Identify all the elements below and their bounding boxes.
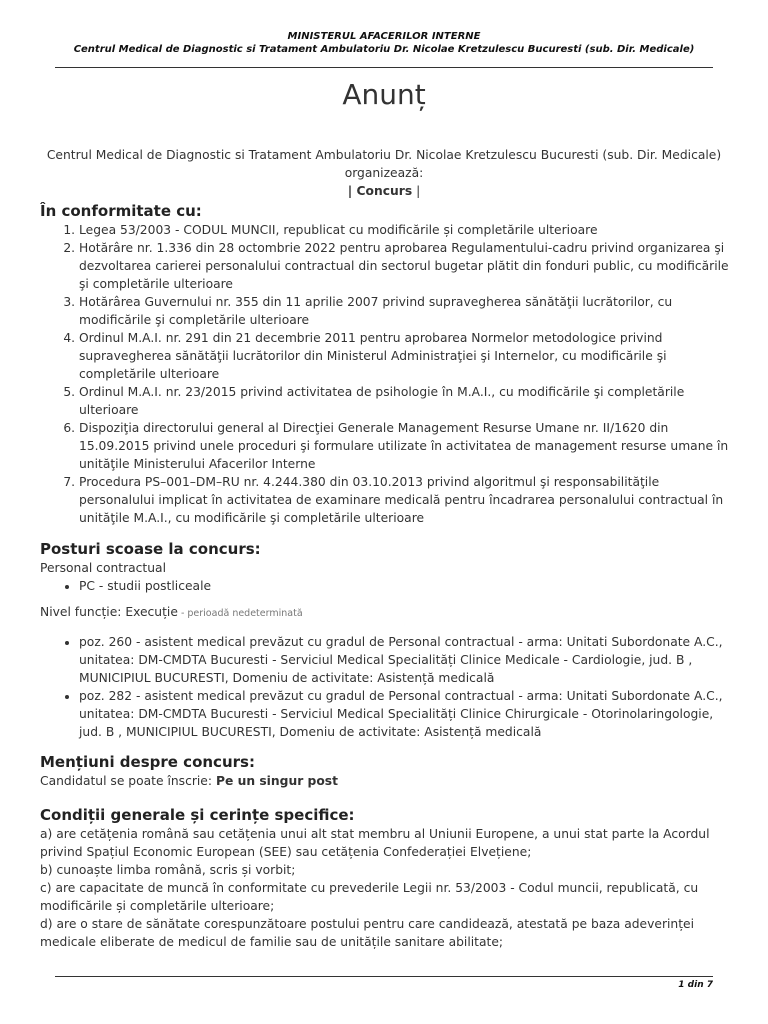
center-name: Centrul Medical de Diagnostic si Tratament Ambulatoriu Dr. Nicolae Kretzulescu Bucuresti (sub. Dir. Medicale) xyxy=(73,44,695,55)
conditie-item: c) are capacitate de muncă în conformitate cu prevederile Legii nr. 53/2003 - Codul muncii, republicată, cu modificările și completările ulterioare; xyxy=(40,881,699,913)
nivel-label: Nivel funcție: Execuție xyxy=(40,605,178,619)
concurs-label: Concurs xyxy=(356,184,413,198)
list-item: 5. Ordinul M.A.I. nr. 23/2015 privind activitatea de psihologie în M.A.I., cu modificările şi completările ulterioare xyxy=(79,383,730,419)
ministry-name: MINISTERUL AFACERILOR INTERNE xyxy=(287,31,481,42)
concurs-line xyxy=(40,182,728,200)
conditie-item: d) are o stare de sănătate corespunzătoare postului pentru care candidează, atestată pe baza adeverinței medicale eliberate de medicul de familie sau de unitățile sanitare abilitate; xyxy=(40,917,695,949)
page-number: 1 din 7 xyxy=(678,980,713,990)
posturi-heading: Posturi scoase la concurs: xyxy=(40,540,261,558)
header-divider xyxy=(55,67,713,68)
list-item: 6. Dispoziţia directorului general al Direcţiei Generale Management Resurse Umane nr. II/1620 din 15.09.2015 privind unele proceduri şi formulare utilizate în activitatea de management resurse umane în unităţile Ministerului Afacerilor Interne xyxy=(79,419,730,473)
position-item: • poz. 282 - asistent medical prevăzut cu gradul de Personal contractual - arma: Unitati Subordonate A.C., unitatea: DM-CMDTA Bucuresti - Serviciul Medical Specialități Clinice Chirurgicale - Otorinolaringologie, jud. B , MUNICIPIUL BUCURESTI, Domeniu de activitate: Asistență medicală xyxy=(79,687,730,741)
studies-list xyxy=(40,577,730,595)
list-item: 4. Ordinul M.A.I. nr. 291 din 21 decembrie 2011 pentru aprobarea Normelor metodologice privind supravegherea sănătăţii lucrătorilor din Ministerul Administraţiei şi Internelor, cu modificările şi completările ulterioare xyxy=(79,329,730,383)
main-content xyxy=(40,201,730,951)
page-title: Anunț xyxy=(342,78,426,111)
conformitate-heading: În conformitate cu: xyxy=(40,202,202,220)
list-item: • PC - studii postliceale xyxy=(79,577,730,595)
mentiuni-heading: Mențiuni despre concurs: xyxy=(40,753,255,771)
concurs-suffix: | xyxy=(412,184,421,198)
mentiuni-text xyxy=(40,772,730,790)
conditie-item: a) are cetățenia română sau cetățenia unui alt stat membru al Uniunii Europene, a unui stat parte la Acordul privind Spațiul Economic European (SEE) sau cetățenia Confederației Elvețiene; xyxy=(40,827,710,859)
list-item: 1. Legea 53/2003 - CODUL MUNCII, republicat cu modificările și completările ulterioare xyxy=(79,221,730,239)
positions-list xyxy=(40,633,730,741)
intro xyxy=(40,146,728,200)
mentiuni-label: Candidatul se poate înscrie: xyxy=(40,774,216,788)
concurs-prefix: | xyxy=(347,184,357,198)
position-item: • poz. 260 - asistent medical prevăzut cu gradul de Personal contractual - arma: Unitati Subordonate A.C., unitatea: DM-CMDTA Bucuresti - Serviciul Medical Specialități Clinice Medicale - Cardiologie, jud. B , MUNICIPIUL BUCURESTI, Domeniu de activitate: Asistență medicală xyxy=(79,633,730,687)
personal-type: Personal contractual xyxy=(40,561,167,575)
footer-divider xyxy=(55,976,713,977)
nivel-note: - perioadă nedeterminată xyxy=(177,608,303,619)
organizer-line: Centrul Medical de Diagnostic si Tratament Ambulatoriu Dr. Nicolae Kretzulescu Bucuresti (sub. Dir. Medicale) organizează: xyxy=(46,148,722,180)
conditie-item: b) cunoaște limba română, scris și vorbit; xyxy=(40,863,296,877)
list-item: 7. Procedura PS–001–DM–RU nr. 4.244.380 din 03.10.2013 privind algoritmul şi responsabilităţile personalului implicat în activitatea de examinare medicală pentru încadrarea personalului contractual în unităţile M.A.I., cu modificările şi completările ulterioare xyxy=(79,473,730,527)
conformitate-list xyxy=(40,221,730,527)
document-header xyxy=(0,30,768,57)
list-item: 3. Hotărârea Guvernului nr. 355 din 11 aprilie 2007 privind supravegherea sănătăţii lucrătorilor, cu modificările şi completările ulterioare xyxy=(79,293,730,329)
list-item: 2. Hotărâre nr. 1.336 din 28 octombrie 2022 pentru aprobarea Regulamentului-cadru privind organizarea şi dezvoltarea carierei personalului contractual din sectorul bugetar plătit din fonduri public, cu modificările şi completările ulterioare xyxy=(79,239,730,293)
nivel-functie xyxy=(40,603,730,623)
mentiuni-value: Pe un singur post xyxy=(215,774,338,788)
conditii-heading: Condiții generale și cerințe specifice: xyxy=(40,806,355,824)
